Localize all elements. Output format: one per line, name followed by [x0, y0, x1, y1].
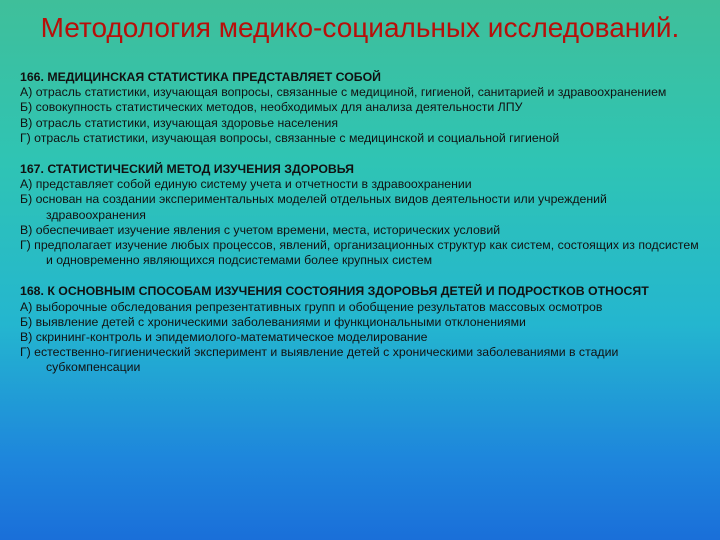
answer-option-b: Б) выявление детей с хроническими заболеваниями и функциональными отклонениями [20, 314, 526, 329]
question-168 [20, 284, 700, 375]
answer-option-a: А) представляет собой единую систему учета и отчетности в здравоохранении [20, 177, 472, 192]
answer-option-a: А) отрасль статистики, изучающая вопросы, связанные с медициной, гигиеной, санитарией и здравоохранением [20, 85, 667, 100]
answer-option-c: В) отрасль статистики, изучающая здоровье населения [20, 115, 338, 130]
answer-option-d: Г) естественно-гигиенический эксперимент и выявление детей с хроническими заболеваниями в стадии субкомпенсации [20, 345, 619, 375]
answer-option-b: Б) совокупность статистических методов, необходимых для анализа деятельности ЛПУ [20, 100, 523, 115]
question-167 [20, 162, 700, 268]
answer-option-b: Б) основан на создании экспериментальных моделей отдельных видов деятельности или учреждений здравоохранения [20, 192, 607, 222]
question-title: 166. МЕДИЦИНСКАЯ СТАТИСТИКА ПРЕДСТАВЛЯЕТ СОБОЙ [20, 70, 382, 84]
answer-option-d: Г) предполагает изучение любых процессов, явлений, организационных структур как систем, состоящих из подсистем и одновременно являющихся подсистемами более крупных систем [20, 238, 699, 268]
question-list [20, 70, 700, 392]
question-title: 167. СТАТИСТИЧЕСКИЙ МЕТОД ИЗУЧЕНИЯ ЗДОРОВЬЯ [20, 162, 355, 177]
slide-title: Методология медико-социальных исследований. [40, 12, 680, 43]
answer-option-a: А) выборочные обследования репрезентативных групп и обобщение результатов массовых осмотров [20, 299, 603, 314]
answer-option-d: Г) отрасль статистики, изучающая вопросы, связанные с медицинской и социальной гигиеной [20, 130, 560, 145]
question-166 [20, 70, 700, 146]
question-title: 168. К ОСНОВНЫМ СПОСОБАМ ИЗУЧЕНИЯ СОСТОЯНИЯ ЗДОРОВЬЯ ДЕТЕЙ И ПОДРОСТКОВ ОТНОСЯТ [20, 284, 649, 299]
answer-option-c: В) обеспечивает изучение явления с учетом времени, места, исторических условий [20, 222, 501, 237]
answer-option-c: В) скрининг-контроль и эпидемиолого-математическое моделирование [20, 330, 428, 345]
